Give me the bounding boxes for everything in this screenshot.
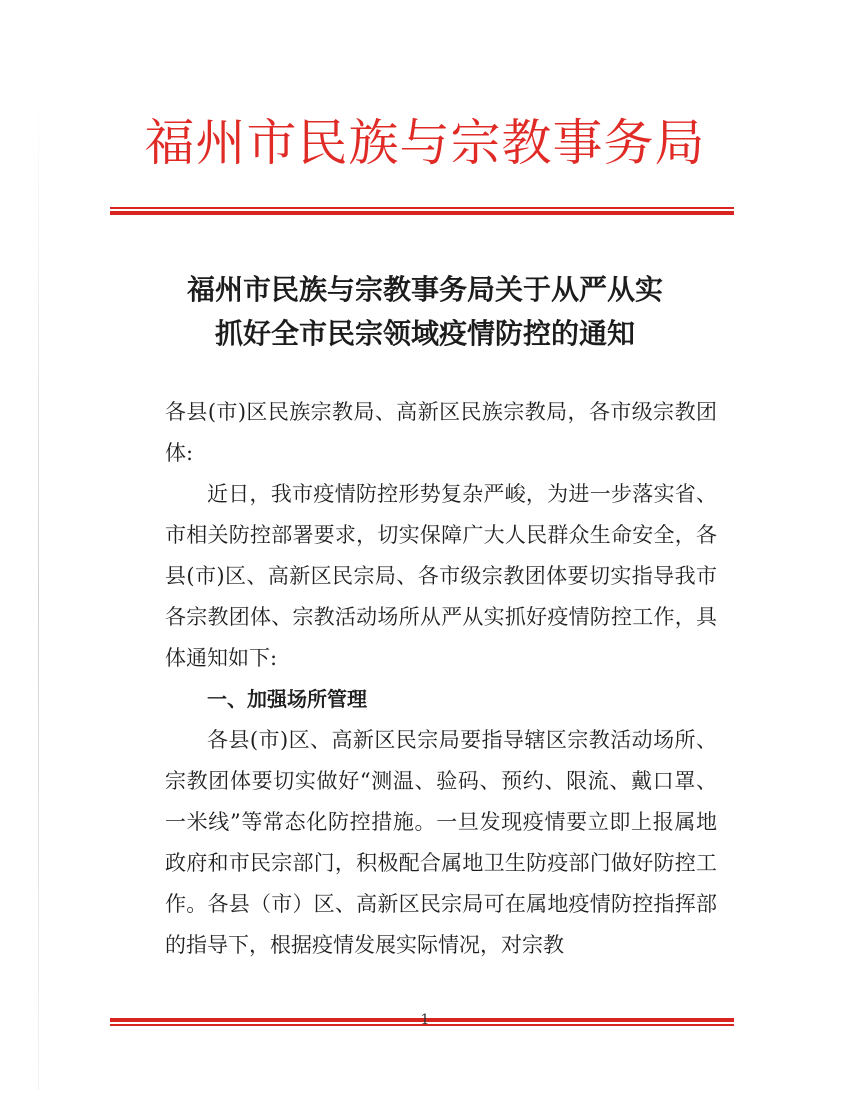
letterhead-rule-thick bbox=[110, 211, 734, 215]
letterhead-rule-thin bbox=[110, 207, 734, 209]
document-title bbox=[0, 268, 850, 356]
document-title-line-2: 抓好全市民宗领域疫情防控的通知 bbox=[214, 317, 635, 350]
scan-edge-shadow bbox=[38, 90, 39, 1090]
document-title-line-1: 福州市民族与宗教事务局关于从严从实 bbox=[186, 273, 663, 306]
document-body bbox=[165, 392, 717, 966]
addressee: 各县(市)区民族宗教局、高新区民族宗教局，各市级宗教团体: bbox=[165, 400, 717, 465]
intro-paragraph: 近日，我市疫情防控形势复杂严峻，为进一步落实省、市相关防控部署要求，切实保障广大人民群众生命安全，各县(市)区、高新区民宗局、各市级宗教团体要切实指导我市各宗教团体、宗教活动场所从严从实抓好疫情防控工作，具体通知如下: bbox=[165, 482, 717, 670]
section-heading-1: 一、加强场所管理 bbox=[207, 687, 367, 711]
page-number: 1 bbox=[420, 1012, 430, 1028]
section-1-paragraph: 各县(市)区、高新区民宗局要指导辖区宗教活动场所、宗教团体要切实做好“测温、验码、预约、限流、戴口罩、一米线”等常态化防控措施。一旦发现疫情要立即上报属地政府和市民宗部门，积极配合属地卫生防疫部门做好防控工作。各县（市）区、高新区民宗局可在属地疫情防控指挥部的指导下，根据疫情发展实际情况，对宗教 bbox=[165, 728, 717, 957]
letterhead-org-name: 福州市民族与宗教事务局 bbox=[144, 114, 706, 172]
